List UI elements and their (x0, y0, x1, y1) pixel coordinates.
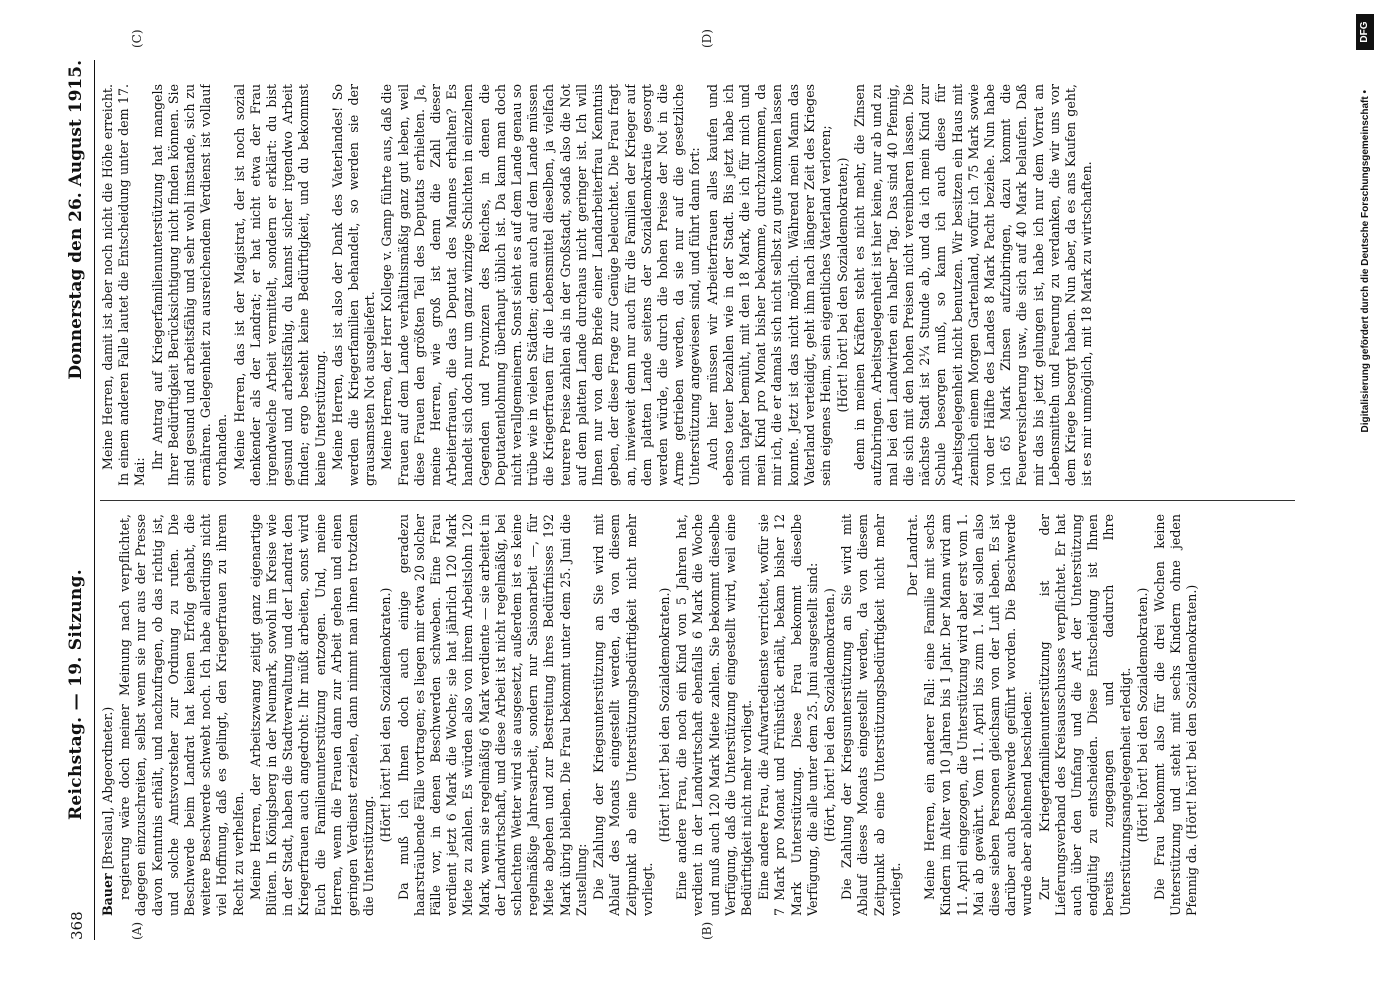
left-signature: Der Landrat. (904, 514, 920, 597)
right-paragraph: Auch hier müssen wir Arbeiterfrauen alles kaufen und ebenso teuer bezahlen wie in der Stadt. Bis jetzt habe ich mich tapfer bemüht, mit den 18 Mark, die ich für mich und mein Kind pro Monat bisher bekomme, durchzukommen, da mir ich, die er damals sich nicht selbst zu gute kommen lassen konnte. Jetzt ist das nicht möglich. Während mein Mann das Vaterland verteidigt, geht ihm nach längerer Zeit des Krieges sein eigenes Heim, sein eigentliches Vaterland verloren; (704, 84, 833, 486)
speaker-affiliation: [Breslau], Abgeordneter.) (100, 706, 115, 870)
column-divider (100, 500, 1295, 501)
right-paragraph: Meine Herren, das ist also der Dank des Vaterlandes! So werden die Kriegerfamilien behandelt, so werden sie der grausamsten Not ausgeliefert. (329, 84, 378, 486)
left-interjection: (Hört! hört! bei den Sozialdemokraten.) (1134, 587, 1150, 843)
left-paragraph: Die Zahlung der Kriegsunterstützung an Sie wird mit Ablauf des Monats eingestellt werden, da von diesem Zeitpunkt ab eine Unterstützungsbedürftigkeit nicht mehr vorliegt. (591, 514, 655, 916)
page-number: 368 (68, 911, 86, 940)
left-paragraph: Zur Kriegerfamilienunterstützung ist der Lieferungsverband des Kreisausschusses verpflichtet. Er hat auch über den Umfang und die Art der Unterstützung endgültig zu entscheiden. Diese Entscheidung ist Ihnen bereits zugegangen und dadurch Ihre Unterstützungsangelegenheit erledigt. (1036, 514, 1133, 916)
right-paragraph: Meine Herren, damit ist aber noch nicht die Höhe erreicht. In einem anderen Falle lautet die Entscheidung unter dem 17. Mai: (100, 84, 148, 486)
left-paragraph: regierung wäre doch meiner Meinung nach verpflichtet, dagegen einzuschreiten, selbst wenn sie nur aus der Presse davon Kenntnis erhält, und nachzufragen, ob das richtig ist, und solche Amtsvorsteher zur Ordnung zu rufen. Die Beschwerde beim Landrat hat keinen Erfolg gehabt, die weitere Beschwerde schwebt noch. Ich habe allerdings nicht viel Hoffnung, daß es gelingt, den Kriegerfrauen zu ihrem Recht zu verhelfen. (117, 514, 246, 916)
left-interjection: (Hört! hört! bei den Sozialdemokraten.) (378, 587, 394, 843)
margin-letter-b: (B) (700, 921, 714, 940)
page-footer (1316, 0, 1383, 1000)
right-paragraph: denn in meinen Kräften steht es nicht mehr, die Zinsen aufzubringen. Arbeitsgelegenheit ist hier keine, nur ab und zu mal bei den Landwirten ein halber Tag. Das sind 40 Pfennig, die sich mit den hohen Preisen nicht vereinbaren lassen. Die nächste Stadt ist 2¼ Stunde ab, und da ich mein Kind zur Schule besorgen muß, so kann ich auch diese für Arbeitsgelegenheit nicht benutzen. Wir besitzen ein Haus mit ziemlich einem Morgen Gartenland, wofür ich 75 Mark sowie von der Hälfte des Landes 8 Mark Pacht beziehe. Nun habe ich 65 Mark Zinsen aufzubringen, dazu kommt die Feuerversicherung usw., die sich auf 40 Mark belaufen. Daß mir das bis jetzt gelungen ist, habe ich nur dem Vorrat an Lebensmitteln und Feuerung zu verdanken, die wir uns vor dem Kriege besorgt haben. Nun aber, da es ans Kaufen geht, ist es mir unmöglich, mit 18 Mark zu wirtschaften. (852, 84, 1095, 486)
left-paragraph: Da muß ich Ihnen doch auch einige geradezu haarsträubende Fälle vortragen; es liegen mir etwa 20 solcher Fälle vor, in denen Beschwerden schweben. Eine Frau verdient jetzt 6 Mark die Woche; sie hat jährlich 120 Mark Miete zu zahlen. Es würden also von ihrem Arbeitslohn 120 Mark, wenn sie regelmäßig 6 Mark verdiente — sie arbeitet in der Landwirtschaft, und diese Arbeit ist nicht regelmäßig, bei schlechtem Wetter wird sie ausgesetzt, außerdem ist es keine regelmäßige Jahresarbeit, sondern nur Saisonarbeit —, für Miete abgehen und zur Bestreitung ihres Bedürfnisses 192 Mark übrig bleiben. Die Frau bekommt unter dem 25. Juni die Zustellung: (395, 514, 589, 916)
right-paragraph: Meine Herren, der Herr Kollege v. Gamp führte aus, daß die Frauen auf dem Lande verhältnismäßig ganz gut leben, weil diese Frauen den größten Teil des Deputats erhielten. Ja, meine Herren, wie groß ist denn die Zahl dieser Arbeiterfrauen, die das Deputat des Mannes erhalten? Es handelt sich doch nur um ganz winzige Schichten in einzelnen Gegenden und Provinzen des Reiches, in denen die Deputatentlohnung überhaupt üblich ist. Da kann man doch nicht verallgemeinern. Sonst sieht es auf dem Lande genau so trübe wie in vielen Städten; denn auch auf dem Lande müssen die Kriegerfrauen für die Lebensmittel dieselben, ja vielfach teurere Preise zahlen als in der Großstadt, sodaß also die Not auf dem platten Lande durchaus nicht geringer ist. Ich will Ihnen nur von dem Briefe einer Landarbeiterfrau Kenntnis geben, der diese Frage zur Genüge beleuchtet. Die Frau fragt an, inwieweit denn nur auch für die Familien der Krieger auf dem platten Lande seitens der Sozialdemokratie gesorgt werden würde, die durch die hohen Preise der Not in die Arme getrieben werden, da sie nur auf die gesetzliche Unterstützung angewiesen sind, und führt dann fort: (379, 84, 703, 486)
left-paragraph: Meine Herren, ein anderer Fall: eine Familie mit sechs Kindern im Alter von 10 Jahren bis 1 Jahr. Der Mann wird am 11. April eingezogen, die Unterstützung wird aber erst vom 1. Mai ab gewährt. Vom 11. April bis zum 1. Mai sollen also diese sieben Personen gleichsam von der Luft leben. Es ist darüber auch Beschwerde geführt worden. Die Beschwerde wurde aber ablehnend beschieden: (922, 514, 1035, 916)
left-paragraph: Eine andere Frau, die Aufwartedienste verrichtet, wofür sie 7 Mark pro Monat und Frühstück erhält, bekam bisher 12 Mark Unterstützung. Diese Frau bekommt dieselbe Verfügung, die alle unter dem 25. Juni ausgestellt sind: (756, 514, 820, 916)
margin-letter-a: (A) (130, 921, 144, 940)
left-column (100, 514, 1295, 916)
left-paragraph: Meine Herren, der Arbeitszwang zeitigt ganz eigenartige Blüten. In Königsberg in der Neumark, sowohl im Kreise wie in der Stadt, haben die Stadtverwaltung und der Landrat den Kriegerfrauen auch angedroht: Ihr müßt arbeiten, sonst wird Euch die Familienunterstützung entzogen. Und, meine Herren, wenn die Frauen dann zur Arbeit gehen und einen geringen Verdienst erzielen, dann nimmt man ihnen trotzdem die Unterstützung. (247, 514, 377, 916)
session-date: Donnerstag den 26. August 1915. (66, 60, 86, 380)
right-column (100, 84, 1295, 486)
page-header (64, 60, 95, 940)
left-paragraph: Eine andere Frau, die noch ein Kind von 5 Jahren hat, verdient in der Landwirtschaft ebenfalls 6 Mark die Woche und muß auch 120 Mark Miete zahlen. Sie bekommt dieselbe Verfügung, daß die Unterstützung eingestellt wird, weil eine Bedürftigkeit nicht mehr vorliegt. (674, 514, 754, 916)
digitization-credit: Digitalisierung gefördert durch die Deutsche Forschungsgemeinschaft • (1360, 90, 1371, 433)
running-title: Reichstag. — 19. Sitzung. (66, 569, 86, 820)
left-paragraph: Die Frau bekommt also für die drei Wochen keine Unterstützung und steht mit sechs Kindern ohne jeden Pfennig da. (Hört! hört! bei den Sozialdemokraten.) (1152, 514, 1200, 916)
margin-letter-c: (C) (130, 29, 144, 48)
right-interjection: (Hört! hört! bei den Sozialdemokraten;) (835, 157, 851, 413)
right-paragraph: Ihr Antrag auf Kriegerfamilienunterstützung hat mangels Ihrer Bedürftigkeit Berücksichtigung nicht finden können. Sie sind gesund und arbeitsfähig und sehr wohl imstande, sich zu ernähren. Gelegenheit zu ausreichendem Verdienst ist vollauf vorhanden. (149, 84, 230, 486)
left-speaker-line (100, 514, 116, 916)
left-interjection: (Hört, hört! bei den Sozialdemokraten.) (821, 588, 837, 842)
left-paragraph: Die Zahlung der Kriegsunterstützung an Sie wird mit Ablauf dieses Monats eingestellt werden, da von diesem Zeitpunkt ab eine Unterstützungsbedürftigkeit nicht mehr vorliegt. (839, 514, 903, 916)
right-paragraph: Meine Herren, das ist der Magistrat, der ist noch sozial denkender als der Landrat; er hat nicht etwa der Frau irgendwelche Arbeit vermittelt, sondern er erklärt: du bist gesund und arbeitsfähig, du kannst sicher irgendwo Arbeit finden; ergo besteht keine Bedürftigkeit, und du bekommst keine Unterstützung. (231, 84, 328, 486)
margin-letter-d: (D) (700, 29, 714, 48)
left-interjection: (Hört! hört! bei den Sozialdemokraten.) (656, 587, 672, 843)
speaker-name: Bauer (100, 873, 115, 916)
dfg-logo: DFG (1356, 14, 1374, 50)
